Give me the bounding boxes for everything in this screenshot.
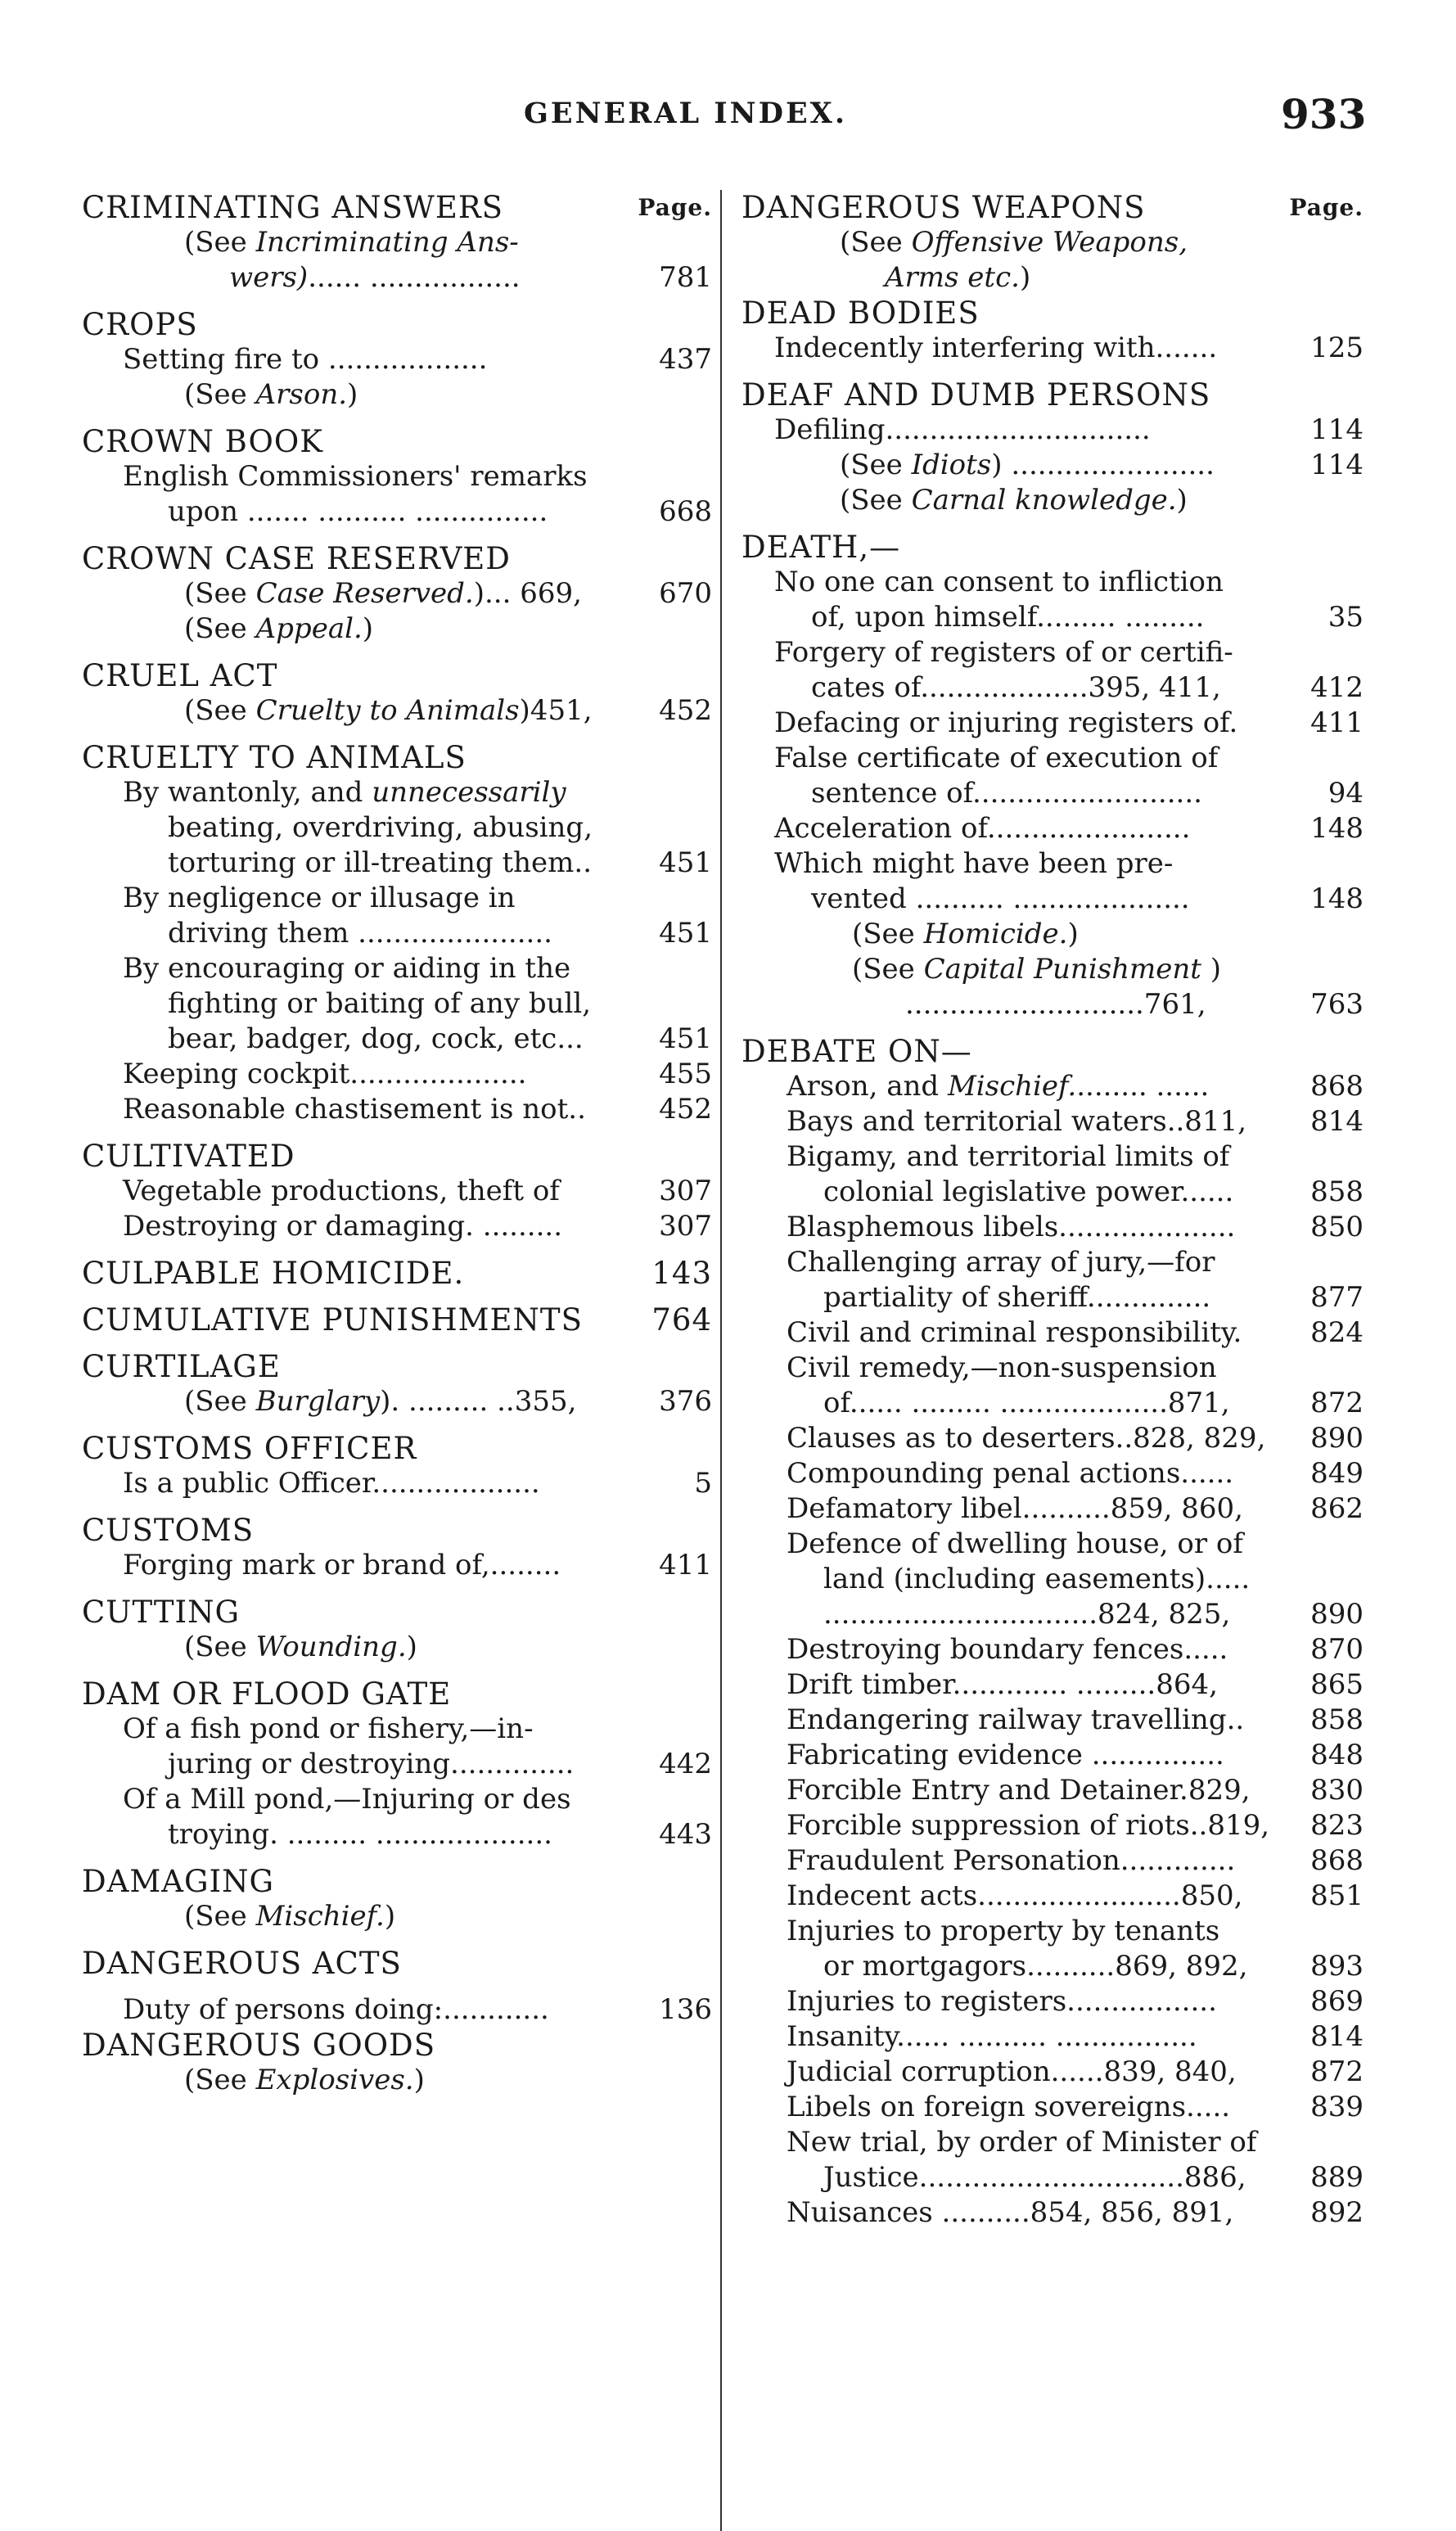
entry-text: Arms etc.)	[885, 261, 1031, 294]
index-entry	[82, 611, 712, 647]
entry-spacer	[82, 1338, 712, 1349]
index-entry	[82, 1092, 712, 1127]
entry-spacer	[82, 530, 712, 541]
page-reference: 125	[1310, 332, 1364, 364]
index-entry	[82, 260, 712, 296]
entry-text: (See Carnal knowledge.)	[840, 484, 1188, 517]
entry-text: Bays and territorial waters..811,	[787, 1105, 1247, 1138]
page-reference: 451	[659, 1022, 712, 1055]
entry-text: (See Case Reserved.)... 669,	[184, 577, 582, 610]
index-heading	[742, 296, 1364, 331]
page-reference: 148	[1310, 882, 1364, 915]
index-entry	[742, 952, 1364, 987]
index-entry	[742, 1562, 1364, 1597]
page-reference: 824	[1310, 1316, 1364, 1349]
index-entry	[742, 225, 1364, 260]
index-entry	[82, 1817, 712, 1852]
index-entry	[742, 882, 1364, 917]
page-reference: 763	[1310, 988, 1364, 1021]
index-entry	[82, 986, 712, 1022]
index-entry	[82, 459, 712, 494]
page-reference: 764	[651, 1302, 712, 1338]
index-entry	[82, 881, 712, 916]
entry-text: Fraudulent Personation.............	[787, 1844, 1236, 1877]
page-reference: 850	[1310, 1211, 1364, 1243]
entry-text: Of a fish pond or fishery,—in-	[123, 1712, 534, 1745]
entry-text: juring or destroying..............	[168, 1748, 575, 1780]
heading-text: DANGEROUS GOODS	[82, 2028, 436, 2063]
index-heading	[742, 377, 1364, 413]
page-reference: 307	[659, 1210, 712, 1243]
index-entry	[742, 2195, 1364, 2231]
index-entry	[82, 775, 712, 810]
heading-text: CUSTOMS OFFICER	[82, 1431, 417, 1466]
entry-text: Libels on foreign sovereigns.....	[787, 2091, 1231, 2123]
entry-text: land (including easements).....	[823, 1563, 1251, 1595]
index-entry	[742, 1703, 1364, 1738]
page-reference: 814	[1310, 1105, 1364, 1138]
index-entry	[742, 2090, 1364, 2125]
page-reference: 143	[651, 1256, 712, 1291]
page-reference: 823	[1310, 1809, 1364, 1842]
entry-text: Judicial corruption......839, 840,	[787, 2055, 1237, 2088]
entry-text: colonial legislative power......	[823, 1175, 1234, 1208]
entry-spacer	[82, 1981, 712, 1992]
entry-text: (See Wounding.)	[184, 1631, 417, 1663]
entry-text: upon ....... .......... ...............	[168, 495, 548, 528]
entry-text: Duty of persons doing:............	[123, 1993, 549, 2026]
index-entry	[742, 448, 1364, 483]
heading-text: DEAF AND DUMB PERSONS	[742, 377, 1211, 413]
index-heading	[82, 1513, 712, 1548]
page-reference: 872	[1310, 2055, 1364, 2088]
heading-text: DAMAGING	[82, 1864, 275, 1899]
page-reference: 868	[1310, 1844, 1364, 1877]
heading-text: DANGEROUS ACTS	[82, 1946, 402, 1981]
index-heading	[82, 1676, 712, 1712]
entry-text: (See Burglary). ......... ..355,	[184, 1385, 577, 1418]
index-entry	[82, 810, 712, 846]
entry-spacer	[82, 1852, 712, 1864]
page-reference: 849	[1310, 1457, 1364, 1490]
entry-text: Civil remedy,—non-suspension	[787, 1351, 1217, 1384]
page-column-label: Page.	[638, 194, 712, 221]
entry-text: partiality of sheriff..............	[823, 1281, 1211, 1314]
index-entry	[742, 1069, 1364, 1104]
index-entry	[82, 494, 712, 530]
index-heading	[82, 307, 712, 342]
index-entry	[82, 1174, 712, 1209]
entry-text: bear, badger, dog, cock, etc...	[168, 1022, 584, 1055]
page-reference: 452	[659, 694, 712, 727]
page-reference: 455	[659, 1058, 712, 1090]
page-reference: 437	[659, 343, 712, 376]
entry-text: Compounding penal actions......	[787, 1457, 1234, 1490]
index-entry	[82, 1057, 712, 1092]
entry-text: English Commissioners' remarks	[123, 460, 588, 493]
index-entry	[742, 741, 1364, 776]
heading-text: CULTIVATED	[82, 1139, 295, 1174]
entry-spacer	[82, 1244, 712, 1256]
index-entry	[742, 413, 1364, 448]
heading-text: DAM OR FLOOD GATE	[82, 1676, 452, 1712]
page-reference: 830	[1310, 1774, 1364, 1807]
entry-text: driving them ......................	[168, 917, 552, 950]
index-entry	[82, 1747, 712, 1782]
entry-text: Forging mark or brand of,........	[123, 1549, 561, 1581]
index-entry	[742, 1386, 1364, 1421]
index-entry	[82, 1466, 712, 1501]
entry-text: Destroying or damaging. .........	[123, 1210, 563, 1243]
index-entry	[742, 1421, 1364, 1456]
index-entry	[742, 1351, 1364, 1386]
page-reference: 877	[1310, 1281, 1364, 1314]
entry-text: Forgery of registers of or certifi-	[774, 636, 1233, 669]
entry-spacer	[82, 296, 712, 307]
index-entry	[82, 1022, 712, 1057]
entry-text: torturing or ill-treating them..	[168, 846, 593, 879]
index-heading	[82, 1595, 712, 1630]
index-entry	[742, 260, 1364, 296]
index-heading	[82, 2028, 712, 2063]
heading-text: CULPABLE HOMICIDE.	[82, 1256, 465, 1291]
entry-spacer	[82, 647, 712, 658]
entry-spacer	[82, 1291, 712, 1302]
heading-text: CUMULATIVE PUNISHMENTS	[82, 1302, 583, 1338]
index-entry	[742, 706, 1364, 741]
index-entry	[82, 846, 712, 881]
index-heading	[742, 1034, 1364, 1069]
index-entry	[82, 693, 712, 729]
entry-text: Defacing or injuring registers of.	[774, 706, 1238, 739]
heading-text: DANGEROUS WEAPONS	[742, 190, 1146, 225]
entry-text: or mortgagors..........869, 892,	[823, 1950, 1248, 1983]
index-entry	[742, 1914, 1364, 1949]
index-heading	[82, 541, 712, 576]
entry-text: wers)...... .................	[229, 261, 521, 294]
entry-text: Reasonable chastisement is not..	[123, 1093, 586, 1126]
index-entry	[742, 1104, 1364, 1139]
page-reference: 814	[1310, 2020, 1364, 2053]
entry-text: Destroying boundary fences.....	[787, 1633, 1228, 1666]
index-entry	[742, 1280, 1364, 1315]
index-entry	[742, 600, 1364, 635]
index-heading	[82, 1139, 712, 1174]
entry-text: Arson, and Mischief......... ......	[787, 1070, 1210, 1103]
index-entry	[742, 565, 1364, 600]
running-title: GENERAL INDEX.	[524, 97, 848, 130]
entry-text: of, upon himself......... .........	[811, 601, 1205, 634]
entry-text: Drift timber............. .........864,	[787, 1668, 1218, 1701]
entry-text: No one can consent to infliction	[774, 566, 1224, 598]
entry-text: Acceleration of.......................	[774, 812, 1191, 845]
entry-text: Forcible suppression of riots..819,	[787, 1809, 1270, 1842]
index-entry	[742, 846, 1364, 882]
index-heading	[82, 658, 712, 693]
page-reference: 848	[1310, 1739, 1364, 1771]
index-entry	[82, 1992, 712, 2028]
index-entry	[742, 987, 1364, 1022]
entry-text: Is a public Officer...................	[123, 1467, 540, 1500]
page-reference: 668	[659, 495, 712, 528]
entry-text: Vegetable productions, theft of	[123, 1175, 560, 1207]
entry-spacer	[82, 1127, 712, 1139]
entry-spacer	[742, 518, 1364, 530]
index-entry	[742, 1139, 1364, 1175]
entry-text: fighting or baiting of any bull,	[168, 987, 592, 1020]
entry-spacer	[82, 413, 712, 424]
index-entry	[742, 635, 1364, 670]
index-entry	[742, 1597, 1364, 1632]
index-entry	[742, 2019, 1364, 2055]
index-heading	[82, 1431, 712, 1466]
index-entry	[742, 1984, 1364, 2019]
entry-text: sentence of..........................	[811, 777, 1202, 810]
right-column	[742, 190, 1364, 2231]
page-reference: 890	[1310, 1422, 1364, 1455]
index-heading	[82, 424, 712, 459]
page-reference: 307	[659, 1175, 712, 1207]
entry-text: Civil and criminal responsibility.	[787, 1316, 1242, 1349]
entry-text: (See Cruelty to Animals)451,	[184, 694, 593, 727]
entry-text: By wantonly, and unnecessarily	[123, 776, 566, 809]
entry-text: Which might have been pre-	[774, 847, 1174, 880]
entry-text: (See Appeal.)	[184, 612, 374, 645]
entry-spacer	[742, 1022, 1364, 1034]
entry-text: Challenging array of jury,—for	[787, 1246, 1215, 1279]
index-heading	[82, 1256, 712, 1291]
entry-text: ...........................761,	[905, 988, 1206, 1021]
page-reference: 870	[1310, 1633, 1364, 1666]
page-reference: 452	[659, 1093, 712, 1126]
entry-text: Bigamy, and territorial limits of	[787, 1140, 1230, 1173]
page-reference: 858	[1310, 1703, 1364, 1736]
heading-text: CRIMINATING ANSWERS	[82, 190, 504, 225]
index-entry	[82, 916, 712, 951]
index-heading	[82, 1864, 712, 1899]
entry-text: Nuisances ..........854, 856, 891,	[787, 2196, 1234, 2229]
entry-text: (See Capital Punishment )	[852, 953, 1222, 986]
page-reference: 451	[659, 917, 712, 950]
entry-spacer	[82, 1583, 712, 1595]
entry-text: beating, overdriving, abusing,	[168, 811, 593, 844]
page-number: 933	[1281, 90, 1367, 138]
page-reference: 442	[659, 1748, 712, 1780]
index-entry	[742, 670, 1364, 706]
entry-text: Defamatory libel..........859, 860,	[787, 1492, 1243, 1525]
entry-text: (See Explosives.)	[184, 2064, 425, 2096]
index-entry	[742, 1175, 1364, 1210]
index-entry	[742, 1491, 1364, 1527]
page-reference: 443	[659, 1818, 712, 1851]
index-entry	[742, 1808, 1364, 1843]
entry-text: Endangering railway travelling..	[787, 1703, 1245, 1736]
page-reference: 376	[659, 1385, 712, 1418]
heading-text: CUTTING	[82, 1595, 241, 1630]
entry-text: By encouraging or aiding in the	[123, 952, 571, 985]
index-entry	[742, 1843, 1364, 1879]
index-entry	[742, 776, 1364, 811]
index-entry	[82, 377, 712, 413]
index-entry	[742, 1210, 1364, 1245]
entry-spacer	[82, 1501, 712, 1513]
index-entry	[742, 2055, 1364, 2090]
heading-text: CURTILAGE	[82, 1349, 281, 1384]
entry-text: False certificate of execution of	[774, 742, 1219, 774]
page-reference: 35	[1328, 601, 1364, 634]
page-header	[0, 90, 1456, 146]
entry-text: Defiling..............................	[774, 413, 1151, 446]
entry-text: Of a Mill pond,—Injuring or des	[123, 1783, 571, 1816]
page-reference: 868	[1310, 1070, 1364, 1103]
index-heading	[742, 190, 1364, 225]
page-reference: 94	[1328, 777, 1364, 810]
entry-text: Injuries to registers.................	[787, 1985, 1217, 2018]
page-reference: 114	[1310, 413, 1364, 446]
index-entry	[742, 1949, 1364, 1984]
index-entry	[742, 331, 1364, 366]
heading-text: CRUELTY TO ANIMALS	[82, 740, 467, 775]
entry-text: (See Idiots) .......................	[840, 449, 1215, 481]
index-entry	[82, 225, 712, 260]
column-divider	[720, 190, 722, 2531]
page-reference: 411	[659, 1549, 712, 1581]
entry-text: (See Incriminating Ans-	[184, 226, 519, 259]
entry-text: (See Homicide.)	[852, 918, 1079, 950]
entry-text: cates of...................395, 411,	[811, 671, 1221, 704]
entry-text: New trial, by order of Minister of	[787, 2126, 1257, 2159]
heading-text: CROPS	[82, 307, 198, 342]
index-entry	[742, 1879, 1364, 1914]
page-reference: 781	[659, 261, 712, 294]
page-reference: 862	[1310, 1492, 1364, 1525]
index-heading	[82, 1302, 712, 1338]
index-entry	[742, 1315, 1364, 1351]
page-reference: 889	[1310, 2161, 1364, 2194]
index-entry	[742, 1527, 1364, 1562]
entry-spacer	[82, 729, 712, 740]
index-entry	[742, 2160, 1364, 2195]
index-entry	[742, 1773, 1364, 1808]
entry-text: Setting fire to ..................	[123, 343, 488, 376]
index-entry	[742, 811, 1364, 846]
index-heading	[82, 740, 712, 775]
index-entry	[82, 1630, 712, 1665]
entry-text: (See Offensive Weapons,	[840, 226, 1188, 259]
index-entry	[742, 917, 1364, 952]
entry-text: Insanity...... .......... ................	[787, 2020, 1197, 2053]
index-heading	[82, 190, 712, 225]
index-entry	[82, 1782, 712, 1817]
entry-text: By negligence or illusage in	[123, 882, 516, 914]
index-entry	[742, 1456, 1364, 1491]
entry-text: (See Mischief.)	[184, 1900, 396, 1933]
index-entry	[742, 2125, 1364, 2160]
index-entry	[82, 951, 712, 986]
index-heading	[82, 1946, 712, 1981]
page-reference: 839	[1310, 2091, 1364, 2123]
page-reference: 872	[1310, 1387, 1364, 1419]
page-reference: 851	[1310, 1879, 1364, 1912]
heading-text: DEBATE ON—	[742, 1034, 972, 1069]
index-entry	[742, 1738, 1364, 1773]
page-reference: 412	[1310, 671, 1364, 704]
page-reference: 865	[1310, 1668, 1364, 1701]
left-column	[82, 190, 712, 2098]
entry-text: Indecent acts.......................850,	[787, 1879, 1243, 1912]
heading-text: CRUEL ACT	[82, 658, 278, 693]
page-column-label: Page.	[1289, 194, 1364, 221]
page-reference: 411	[1310, 706, 1364, 739]
index-entry	[82, 2063, 712, 2098]
page-reference: 858	[1310, 1175, 1364, 1208]
index-entry	[82, 1209, 712, 1244]
page-reference: 148	[1310, 812, 1364, 845]
entry-text: of...... ......... ...................871,	[823, 1387, 1230, 1419]
page-reference: 893	[1310, 1950, 1364, 1983]
entry-text: Defence of dwelling house, or of	[787, 1527, 1243, 1560]
page-reference: 892	[1310, 2196, 1364, 2229]
entry-text: Indecently interfering with.......	[774, 332, 1218, 364]
page-reference: 451	[659, 846, 712, 879]
page-reference: 890	[1310, 1598, 1364, 1631]
heading-text: DEATH,—	[742, 530, 901, 565]
index-entry	[742, 1667, 1364, 1703]
entry-text: Keeping cockpit....................	[123, 1058, 527, 1090]
entry-spacer	[82, 1665, 712, 1676]
heading-text: DEAD BODIES	[742, 296, 980, 331]
index-entry	[82, 1899, 712, 1934]
entry-text: Forcible Entry and Detainer.829,	[787, 1774, 1251, 1807]
entry-text: troying. ......... ....................	[168, 1818, 552, 1851]
page-reference: 670	[659, 577, 712, 610]
index-entry	[742, 1245, 1364, 1280]
entry-spacer	[82, 1419, 712, 1431]
heading-text: CUSTOMS	[82, 1513, 255, 1548]
page-reference: 136	[659, 1993, 712, 2026]
heading-text: CROWN CASE RESERVED	[82, 541, 511, 576]
index-entry	[742, 1632, 1364, 1667]
index-entry	[82, 576, 712, 611]
entry-text: (See Arson.)	[184, 378, 358, 411]
entry-text: vented .......... ....................	[811, 882, 1190, 915]
entry-text: ...............................824, 825,	[823, 1598, 1231, 1631]
index-entry	[82, 342, 712, 377]
page-reference: 5	[694, 1467, 712, 1500]
index-heading	[742, 530, 1364, 565]
index-entry	[742, 483, 1364, 518]
entry-text: Blasphemous libels....................	[787, 1211, 1236, 1243]
entry-spacer	[742, 366, 1364, 377]
index-entry	[82, 1712, 712, 1747]
index-entry	[82, 1384, 712, 1419]
index-entry	[82, 1548, 712, 1583]
entry-text: Justice..............................886,	[823, 2161, 1246, 2194]
page-reference: 869	[1310, 1985, 1364, 2018]
entry-spacer	[82, 1934, 712, 1946]
entry-text: Clauses as to deserters..828, 829,	[787, 1422, 1266, 1455]
page-reference: 114	[1310, 449, 1364, 481]
entry-text: Fabricating evidence ...............	[787, 1739, 1224, 1771]
entry-text: Injuries to property by tenants	[787, 1915, 1220, 1947]
index-heading	[82, 1349, 712, 1384]
heading-text: CROWN BOOK	[82, 424, 323, 459]
